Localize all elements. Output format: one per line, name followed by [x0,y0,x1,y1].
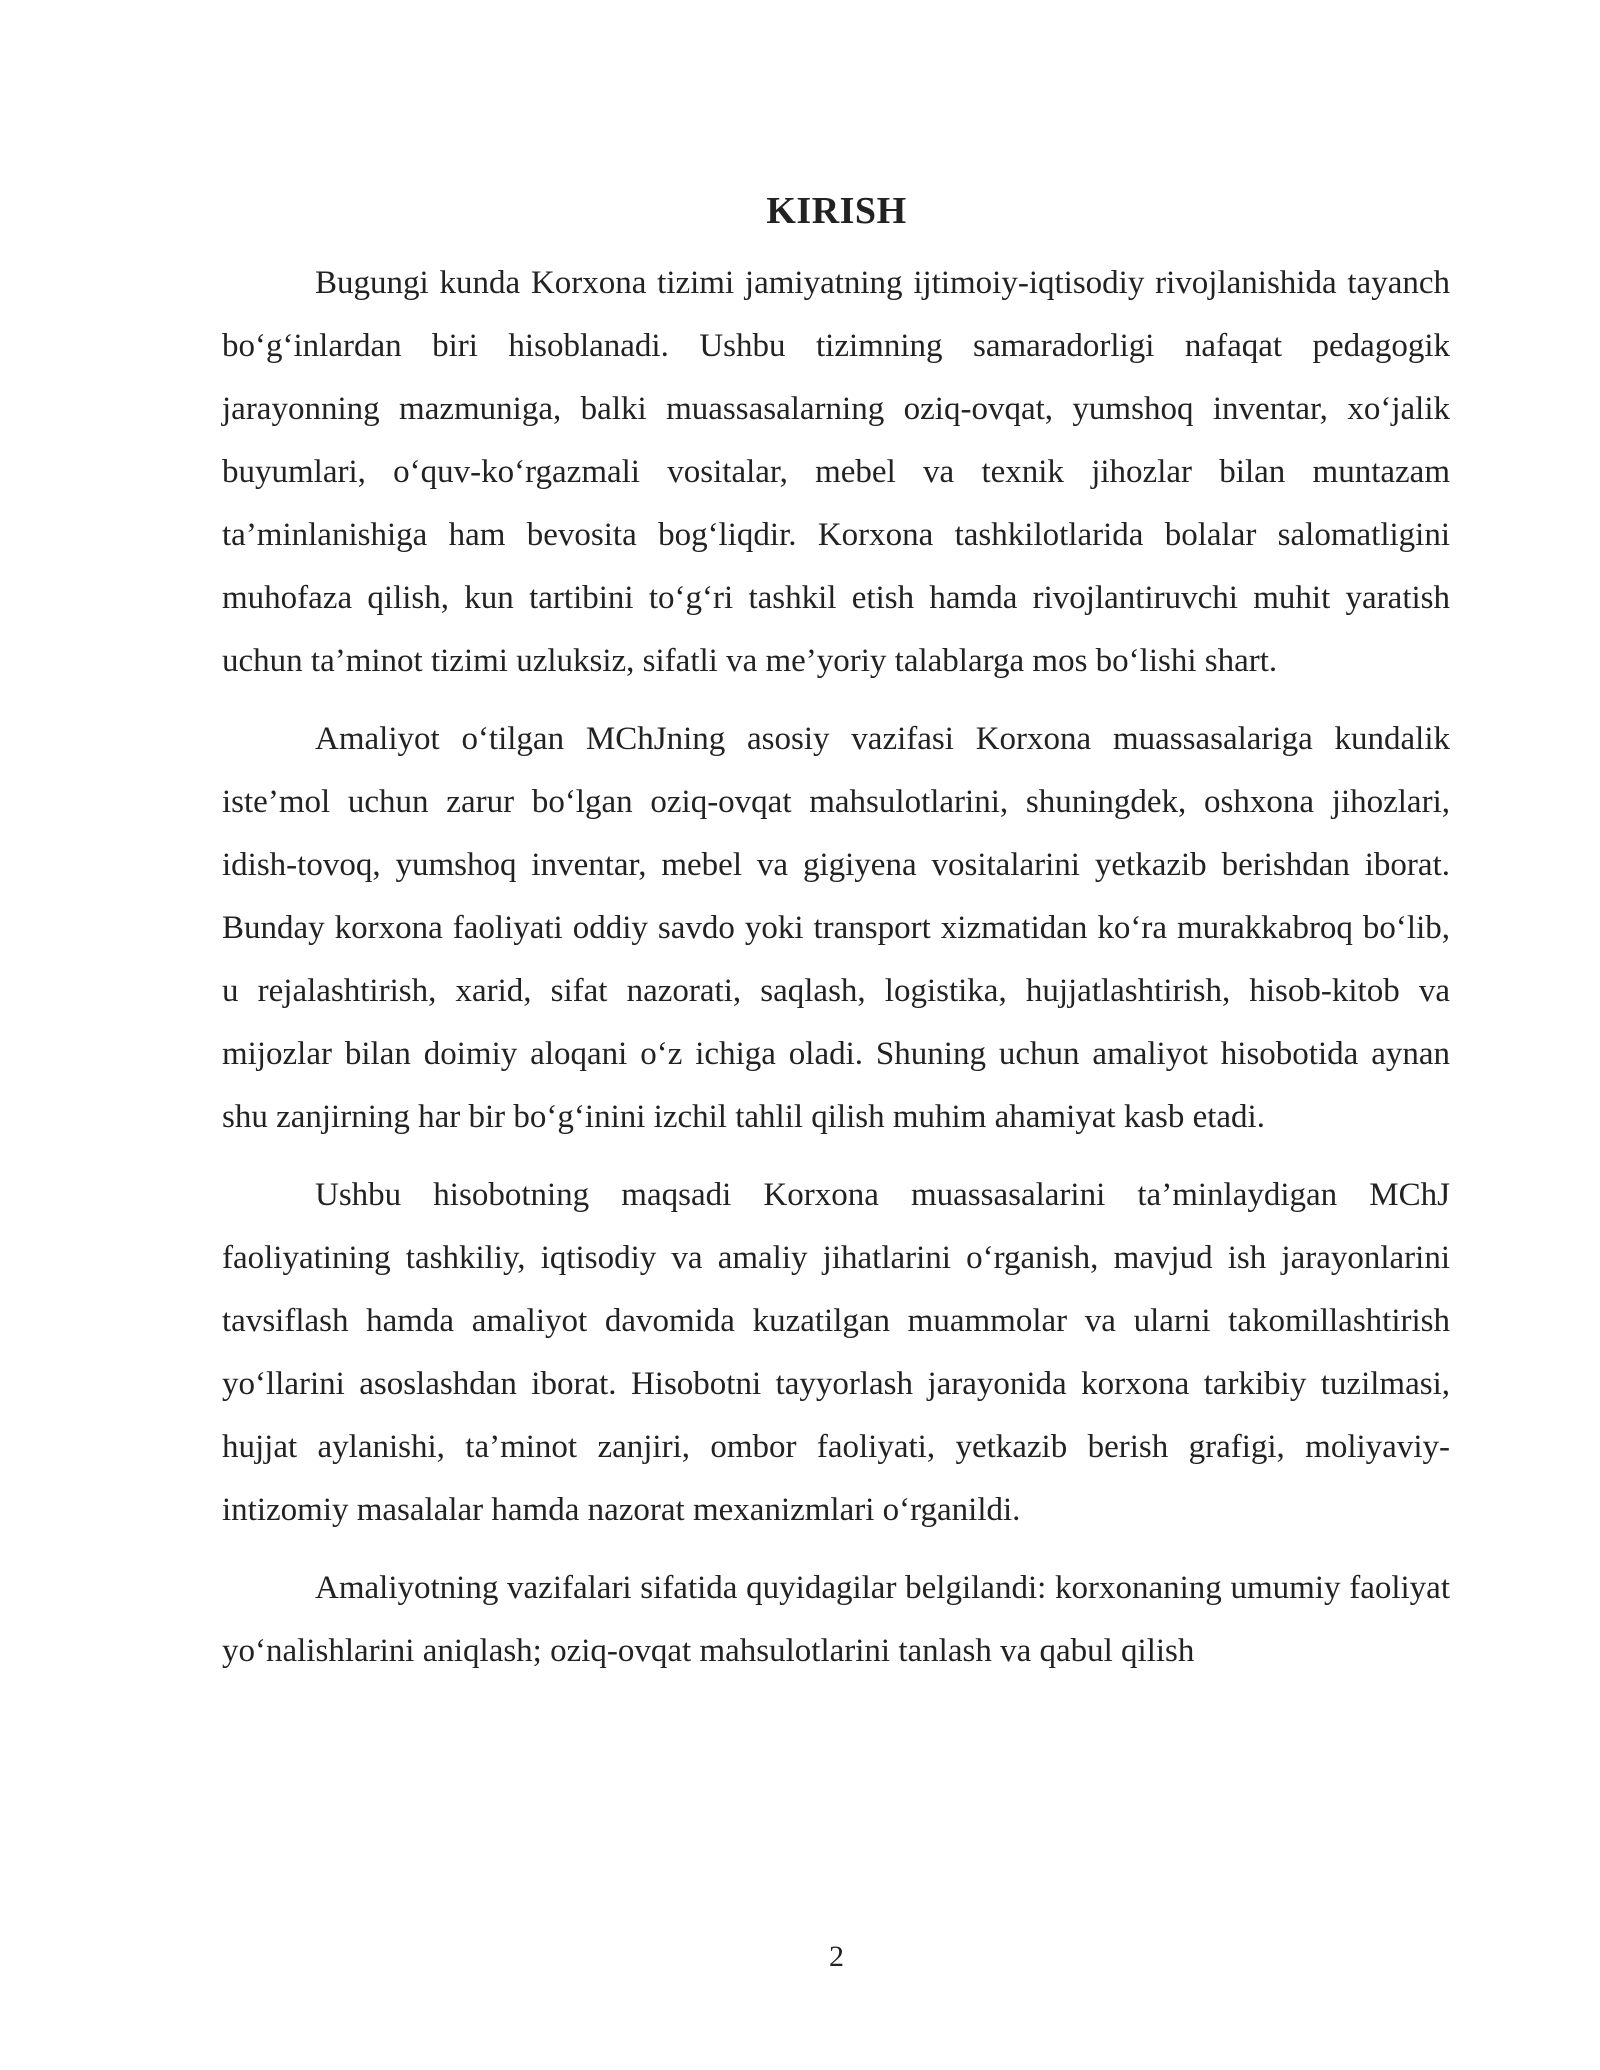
page-number: 2 [829,1940,844,1973]
section-title: KIRISH [766,190,907,232]
paragraph-spacer [222,1149,1450,1164]
paragraph-1: Bugungi kunda Korxona tizimi jamiyatning ijtimoiy-iqtisodiy rivojlanishida tayanch bo‘g‘inlardan biri hisoblanadi. Ushbu tizimning samaradorligi nafaqat pedagogik jarayonning mazmuniga, balki muassasalarning oziq-ovqat, yumshoq inventar, xo‘jalik buyumlari, o‘quv-ko‘rgazmali vositalar, mebel va texnik jihozlar bilan muntazam ta’minlanishiga ham bevosita bog‘liqdir. Korxona tashkilotlarida bolalar salomatligini muhofaza qilish, kun tartibini to‘g‘ri tashkil etish hamda rivojlantiruvchi muhit yaratish uchun ta’minot tizimi uzluksiz, sifatli va me’yoriy talablarga mos bo‘lishi shart. [222,265,1450,679]
paragraph-2: Amaliyot o‘tilgan MChJning asosiy vazifasi Korxona muassasalariga kundalik iste’mol uchun zarur bo‘lgan oziq-ovqat mahsulotlarini, shuningdek, oshxona jihozlari, idish-tovoq, yumshoq inventar, mebel va gigiyena vositalarini yetkazib berishdan iborat. Bunday korxona faoliyati oddiy savdo yoki transport xizmatidan ko‘ra murakkabroq bo‘lib, u rejalashtirish, xarid, sifat nazorati, saqlash, logistika, hujjatlashtirish, hisob-kitob va mijozlar bilan doimiy aloqani o‘z ichiga oladi. Shuning uchun amaliyot hisobotida aynan shu zanjirning har bir bo‘g‘inini izchil tahlil qilish muhim ahamiyat kasb etadi. [222,721,1450,1135]
paragraph-3: Ushbu hisobotning maqsadi Korxona muassasalarini ta’minlaydigan MChJ faoliyatining tashkiliy, iqtisodiy va amaliy jihatlarini o‘rganish, mavjud ish jarayonlarini tavsiflash hamda amaliyot davomida kuzatilgan muammolar va ularni takomillashtirish yo‘llarini asoslashdan iborat. Hisobotni tayyorlash jarayonida korxona tarkibiy tuzilmasi, hujjat aylanishi, ta’minot zanjiri, ombor faoliyati, yetkazib berish grafigi, moliyaviy-intizomiy masalalar hamda nazorat mexanizmlari o‘rganildi. [222,1177,1450,1528]
paragraph-spacer [222,693,1450,708]
document-body [222,252,1450,1683]
paragraph-4: Amaliyotning vazifalari sifatida quyidagilar belgilandi: korxonaning umumiy faoliyat yo‘nalishlarini aniqlash; oziq-ovqat mahsulotlarini tanlash va qabul qilish [222,1570,1450,1669]
paragraph-spacer [222,1542,1450,1557]
